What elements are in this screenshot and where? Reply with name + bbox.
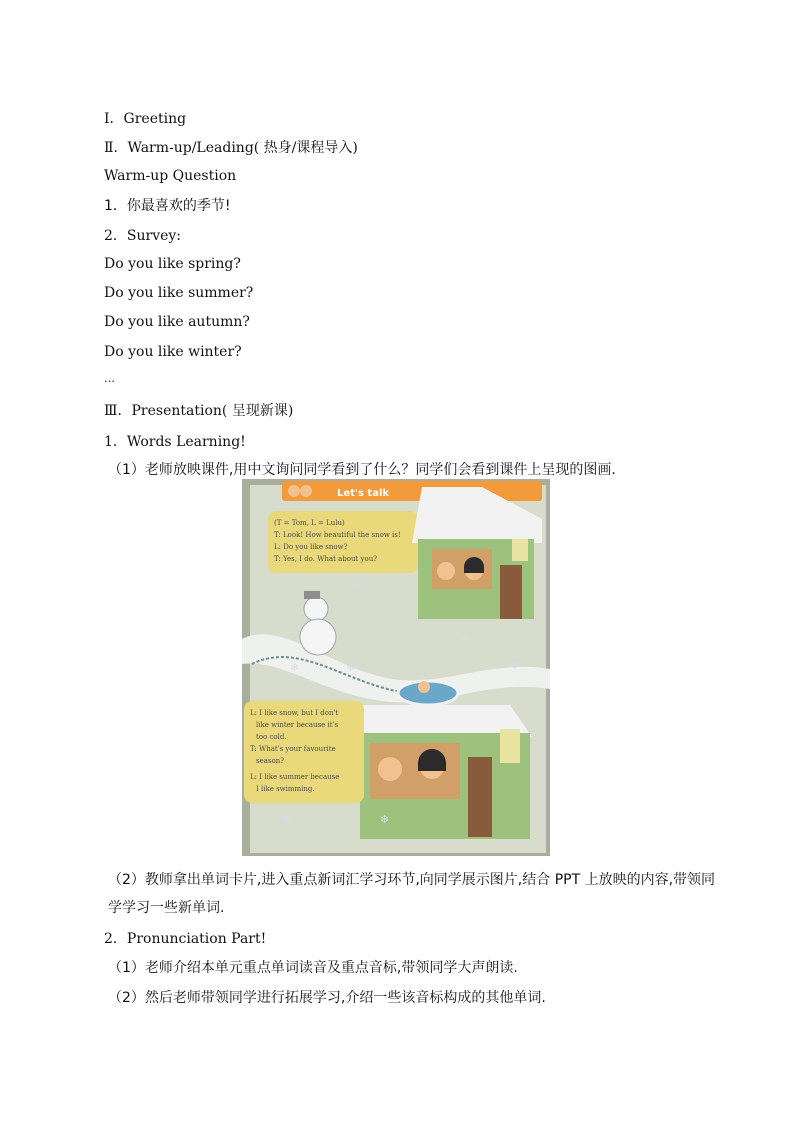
- survey-item: Do you like autumn?: [104, 314, 250, 330]
- svg-text:❄: ❄: [510, 659, 520, 672]
- pronunciation-heading: 2．Pronunciation Part!: [104, 931, 267, 947]
- dialogue-line: too cold.: [256, 733, 287, 741]
- dialogue-line: L: I like snow, but I don't: [250, 709, 339, 717]
- snowman-body: [300, 619, 336, 655]
- svg-text:❄: ❄: [352, 581, 362, 594]
- dialogue-line: (T = Tom, L = Lulu): [274, 519, 345, 527]
- section-greeting: Ⅰ．Greeting: [104, 111, 187, 127]
- dialogue-line: L: Do you like snow?: [274, 543, 348, 551]
- svg-text:❄: ❄: [290, 661, 300, 674]
- warmup-question-heading: Warm-up Question: [104, 168, 237, 184]
- dialogue-line: L: I like summer because: [250, 773, 340, 781]
- dialogue-line: I like swimming.: [256, 785, 315, 793]
- kid-icon: [300, 485, 312, 497]
- pronunciation-step-1: （1）老师介绍本单元重点单词读音及重点音标,带领同学大声朗读.: [108, 960, 518, 976]
- textbook-photo: [242, 479, 550, 856]
- question-2: 2．Survey:: [104, 228, 182, 244]
- boy-face: [378, 757, 402, 781]
- lets-talk-banner: [282, 481, 542, 501]
- pronunciation-step-2: （2）然后老师带领同学进行拓展学习,介绍一些该音标构成的其他单词.: [108, 990, 546, 1006]
- section-presentation: Ⅲ．Presentation( 呈现新课): [104, 403, 294, 419]
- snowman-head: [304, 597, 328, 621]
- survey-item: Do you like summer?: [104, 285, 254, 301]
- svg-text:❄: ❄: [380, 813, 390, 826]
- svg-text:❄: ❄: [346, 661, 356, 674]
- door: [468, 757, 492, 837]
- dialogue-line: T: Yes, I do. What about you?: [274, 555, 377, 563]
- dialogue-line: T: What's your favourite: [250, 745, 336, 753]
- banner-title: Let's talk: [337, 488, 390, 499]
- kid-icon: [288, 485, 300, 497]
- step-1: （1）老师放映课件,用中文询问同学看到了什么？同学们会看到课件上呈现的图画.: [108, 462, 616, 478]
- svg-text:L: I like snow, but I don't: [250, 709, 342, 793]
- boy-face: [437, 562, 455, 580]
- survey-item: Do you like spring?: [104, 256, 241, 272]
- svg-text:❄: ❄: [460, 633, 470, 646]
- dialogue-line: season?: [256, 757, 284, 765]
- swimmer-face: [418, 681, 430, 693]
- survey-item: Do you like winter?: [104, 344, 242, 360]
- svg-text:❄: ❄: [282, 813, 292, 826]
- dialogue-line: like winter because it's: [256, 721, 339, 729]
- words-learning-heading: 1．Words Learning!: [104, 434, 246, 450]
- section-warmup: Ⅱ．Warm-up/Leading( 热身/课程导入): [104, 140, 358, 156]
- dialogue-line: T: Look! How beautiful the snow is!: [274, 531, 401, 539]
- door: [500, 565, 522, 619]
- step-2: （2）教师拿出单词卡片,进入重点新词汇学习环节,向同学展示图片,结合 PPT 上放映的内容,带领同学学习一些新单词.: [108, 872, 716, 916]
- ellipsis: …: [104, 372, 115, 385]
- question-1: 1．你最喜欢的季节!: [104, 198, 231, 214]
